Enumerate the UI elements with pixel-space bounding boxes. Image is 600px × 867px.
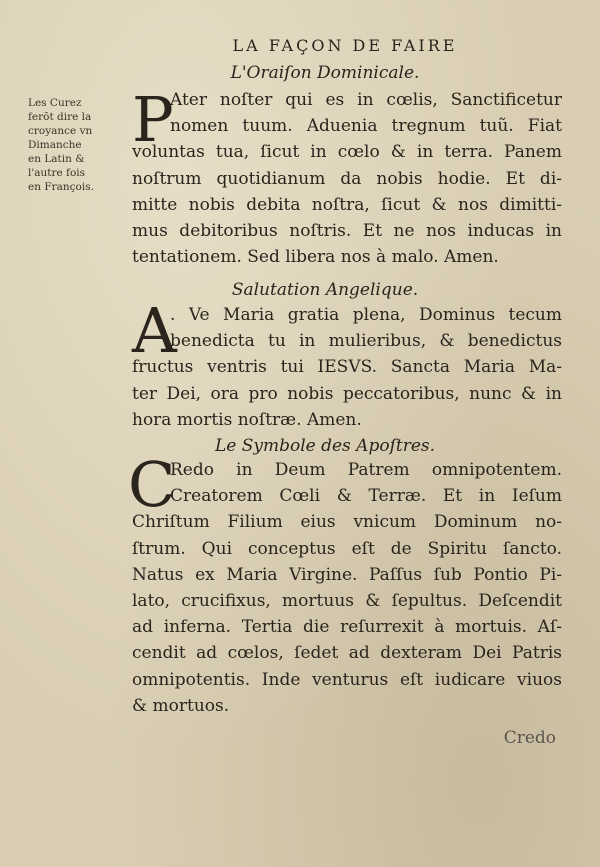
text-line: cendit ad cœlos, ſedet ad dexteram Dei Patris bbox=[132, 643, 562, 664]
section-title-lords-prayer: L'Oraiſon Dominicale. bbox=[230, 63, 420, 83]
text-line: voluntas tua, ſicut in cœlo & in terra. Panem bbox=[132, 142, 562, 163]
apostles-creed-text bbox=[132, 457, 562, 719]
text-line: mus debitoribus noſtris. Et ne nos inducas in bbox=[132, 220, 562, 241]
text-line: . Ve Maria gratia plena, Dominus tecum bbox=[170, 305, 562, 325]
margin-note-line: Dimanche bbox=[28, 139, 82, 151]
text-line: nomen tuum. Aduenia tregnum tuũ. Fiat bbox=[170, 116, 562, 137]
dropcap-p: P bbox=[132, 83, 174, 156]
section-title-hail-mary: Salutation Angelique. bbox=[231, 280, 419, 300]
margin-note bbox=[28, 96, 132, 194]
margin-note-line: en François. bbox=[28, 181, 94, 193]
dropcap-c: C bbox=[128, 448, 176, 521]
text-line: Ater noſter qui es in cœlis, Sanctificetur bbox=[170, 90, 562, 110]
section-title-apostles-creed: Le Symbole des Apoſtres. bbox=[214, 436, 436, 456]
dropcap-a: A bbox=[132, 294, 177, 367]
margin-note-line: l'autre fois bbox=[28, 167, 86, 179]
text-line: Natus ex Maria Virgine. Paſſus ſub Pontio Pi- bbox=[132, 564, 562, 585]
text-line: noſtrum quotidianum da nobis hodie. Et di- bbox=[132, 168, 562, 189]
text-line: Chriſtum Filium eius vnicum Dominum no- bbox=[132, 512, 562, 533]
text-line: ſtrum. Qui conceptus eſt de Spiritu ſancto. bbox=[132, 538, 562, 559]
margin-note-line: en Latin & bbox=[28, 153, 85, 165]
text-line: fructus ventris tui IESVS. Sancta Maria Ma- bbox=[132, 357, 562, 378]
text-line: hora mortis noſtræ. Amen. bbox=[132, 409, 362, 430]
text-line: lato, crucifixus, mortuus & ſepultus. Deſcendit bbox=[132, 590, 562, 611]
hail-mary-text bbox=[132, 294, 562, 433]
text-line: ter Dei, ora pro nobis peccatoribus, nunc & in bbox=[132, 383, 562, 404]
text-line: tentationem. Sed libera nos à malo. Amen. bbox=[132, 247, 499, 268]
text-line: Creatorem Cœli & Terræ. Et in Ieſum bbox=[170, 486, 562, 507]
text-line: & mortuos. bbox=[132, 695, 230, 716]
margin-note-line: ferõt dire la bbox=[28, 111, 92, 123]
text-line: mitte nobis debita noſtra, ſicut & nos dimitti- bbox=[132, 194, 562, 215]
margin-note-line: Les Curez bbox=[28, 97, 82, 109]
margin-note-line: croyance vn bbox=[28, 125, 93, 137]
running-head: LA FAÇON DE FAIRE bbox=[232, 36, 458, 55]
text-line: benedicta tu in mulieribus, & benedictus bbox=[170, 331, 562, 352]
text-line: omnipotentis. Inde venturus eſt iudicare viuos bbox=[132, 669, 562, 690]
catchword: Credo bbox=[503, 728, 556, 748]
text-line: ad inferna. Tertia die reſurrexit à mortuis. Aſ- bbox=[132, 617, 562, 638]
lords-prayer-text bbox=[132, 83, 562, 270]
text-line: Redo in Deum Patrem omnipotentem. bbox=[170, 460, 562, 480]
